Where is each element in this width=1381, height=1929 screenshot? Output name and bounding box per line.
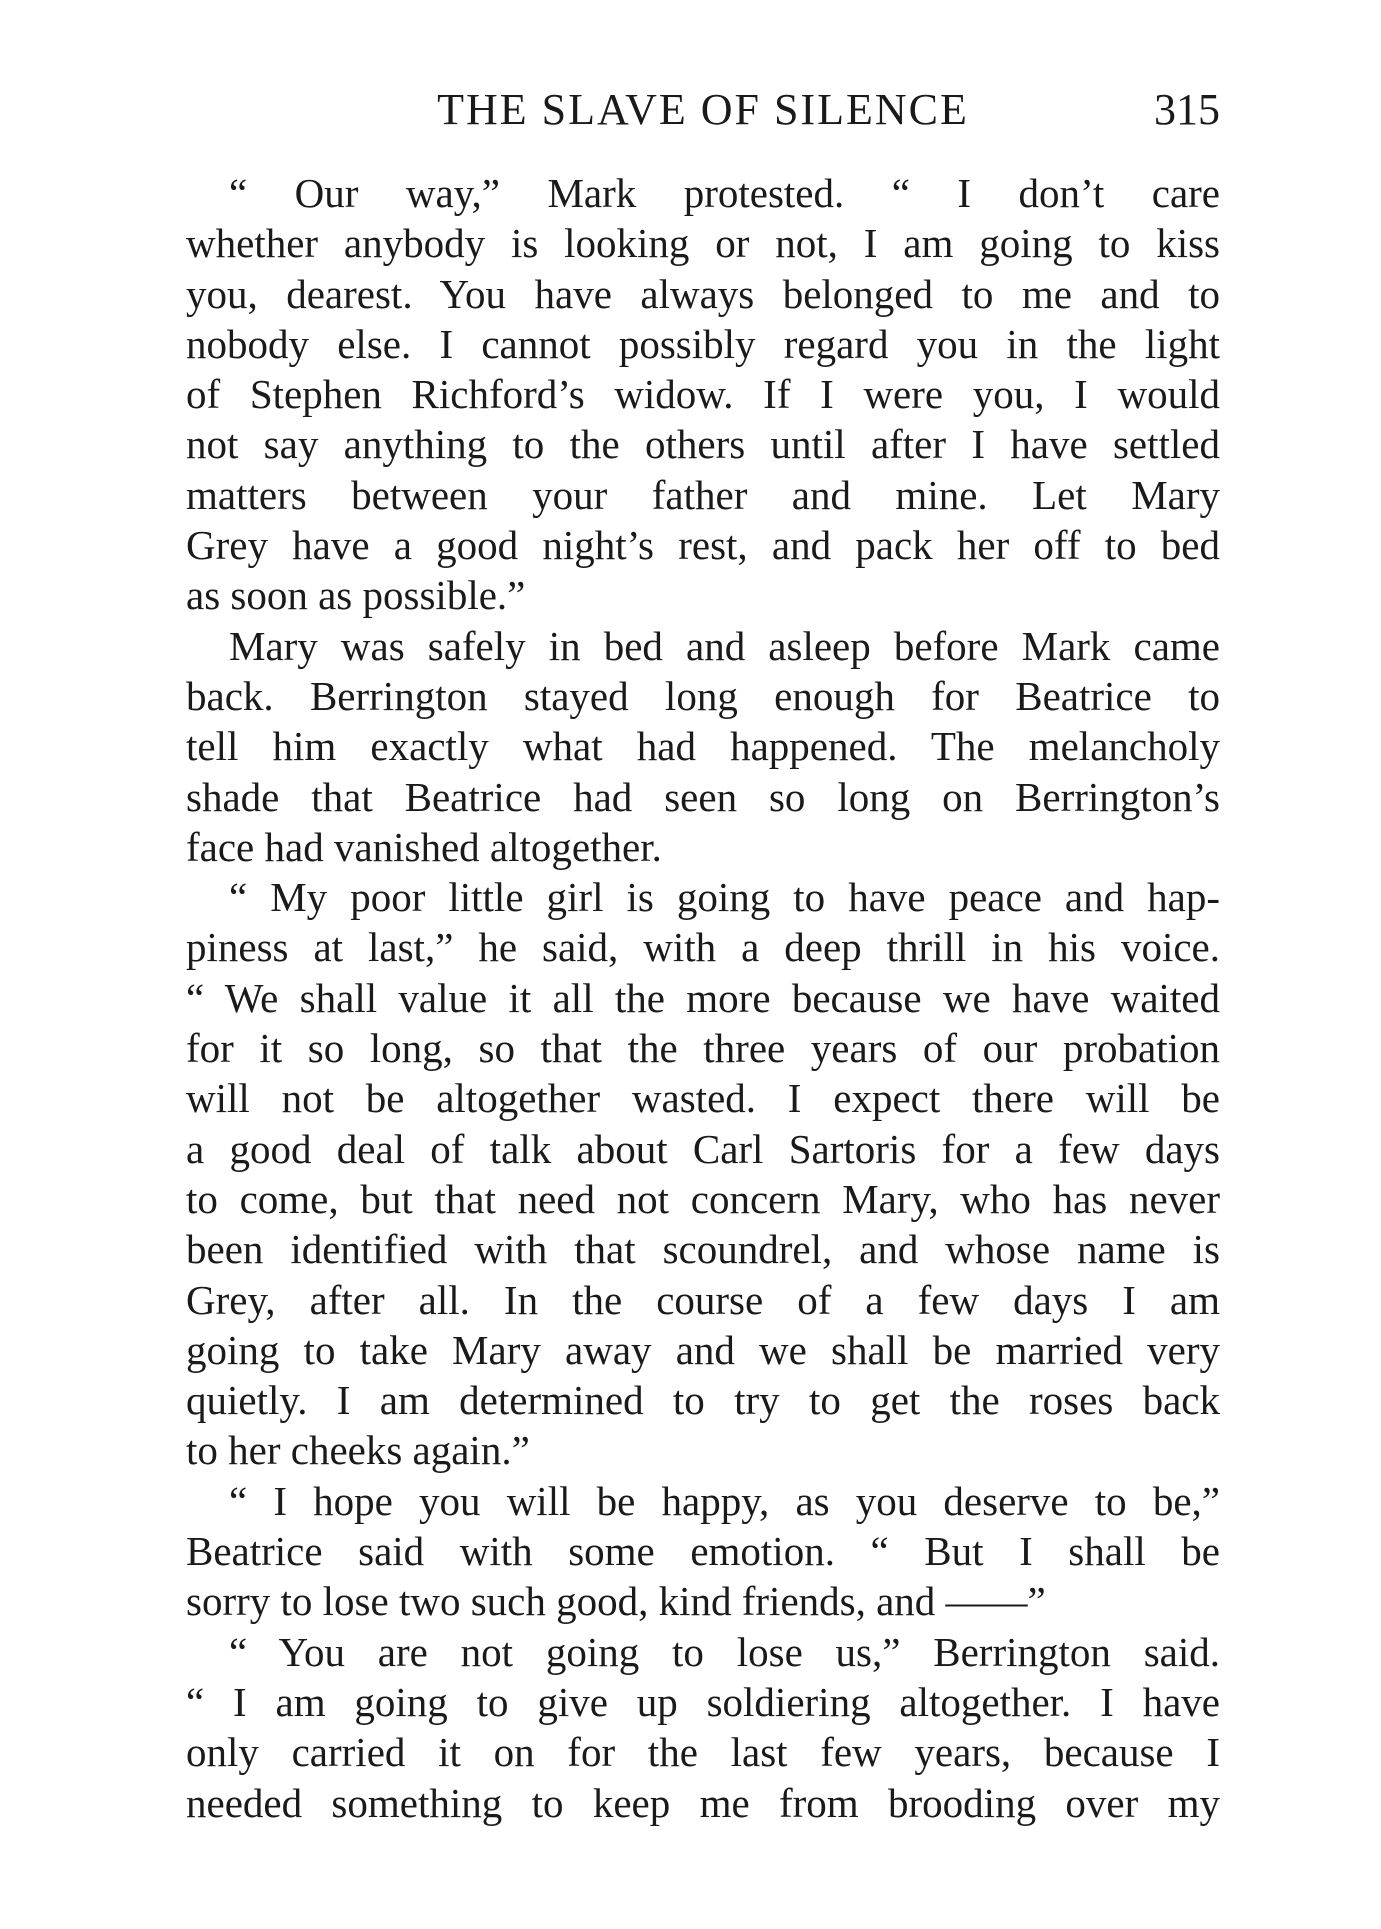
body-text: [186, 168, 1220, 1828]
text-line: to come, but that need not concern Mary, who has never: [186, 1175, 1220, 1222]
text-line: shade that Beatrice had seen so long on Berrington’s: [186, 773, 1220, 820]
running-head: [186, 82, 1220, 138]
text-line: Grey have a good night’s rest, and pack her off to bed: [186, 522, 1220, 569]
text-line: Grey, after all. In the course of a few days I am: [186, 1276, 1220, 1323]
text-line: whether anybody is looking or not, I am going to kiss: [186, 220, 1220, 267]
text-line: Beatrice said with some emotion. “ But I shall be: [186, 1528, 1220, 1575]
text-line: will not be altogether wasted. I expect there will be: [186, 1075, 1220, 1122]
text-line: going to take Mary away and we shall be married very: [186, 1326, 1220, 1373]
text-line: not say anything to the others until after I have settled: [186, 421, 1220, 468]
page-number: 315: [1154, 85, 1220, 134]
text-line: back. Berrington stayed long enough for Beatrice to: [186, 672, 1220, 719]
text-line: needed something to keep me from brooding over my: [186, 1779, 1220, 1826]
text-line: nobody else. I cannot possibly regard you in the light: [186, 320, 1220, 367]
text-line: sorry to lose two such good, kind friends, and ——”: [186, 1578, 1046, 1625]
text-line: face had vanished altogether.: [186, 823, 662, 870]
text-line: to her cheeks again.”: [186, 1427, 530, 1474]
text-line: “ I hope you will be happy, as you deserve to be,”: [229, 1477, 1220, 1524]
text-line: “ Our way,” Mark protested. “ I don’t care: [229, 170, 1220, 216]
text-line: “ You are not going to lose us,” Berrington said.: [229, 1628, 1220, 1675]
text-line: Mary was safely in bed and asleep before Mark came: [229, 622, 1220, 669]
text-line: as soon as possible.”: [186, 572, 526, 619]
text-line: been identified with that scoundrel, and whose name is: [186, 1226, 1220, 1273]
text-line: quietly. I am determined to try to get the roses back: [186, 1377, 1220, 1424]
text-line: piness at last,” he said, with a deep thrill in his voice.: [186, 924, 1220, 971]
text-line: tell him exactly what had happened. The melancholy: [186, 723, 1220, 770]
running-title: THE SLAVE OF SILENCE: [437, 85, 969, 134]
text-line: for it so long, so that the three years of our probation: [186, 1025, 1220, 1072]
text-line: “ We shall value it all the more because we have waited: [186, 974, 1220, 1021]
text-line: of Stephen Richford’s widow. If I were you, I would: [186, 371, 1220, 418]
text-line: only carried it on for the last few years, because I: [186, 1729, 1220, 1776]
text-line: matters between your father and mine. Let Mary: [186, 471, 1220, 518]
text-line: a good deal of talk about Carl Sartoris for a few days: [186, 1125, 1220, 1172]
text-line: you, dearest. You have always belonged to me and to: [186, 270, 1220, 317]
text-line: “ I am going to give up soldiering altogether. I have: [186, 1678, 1220, 1725]
text-line: “ My poor little girl is going to have peace and hap-: [229, 874, 1220, 921]
